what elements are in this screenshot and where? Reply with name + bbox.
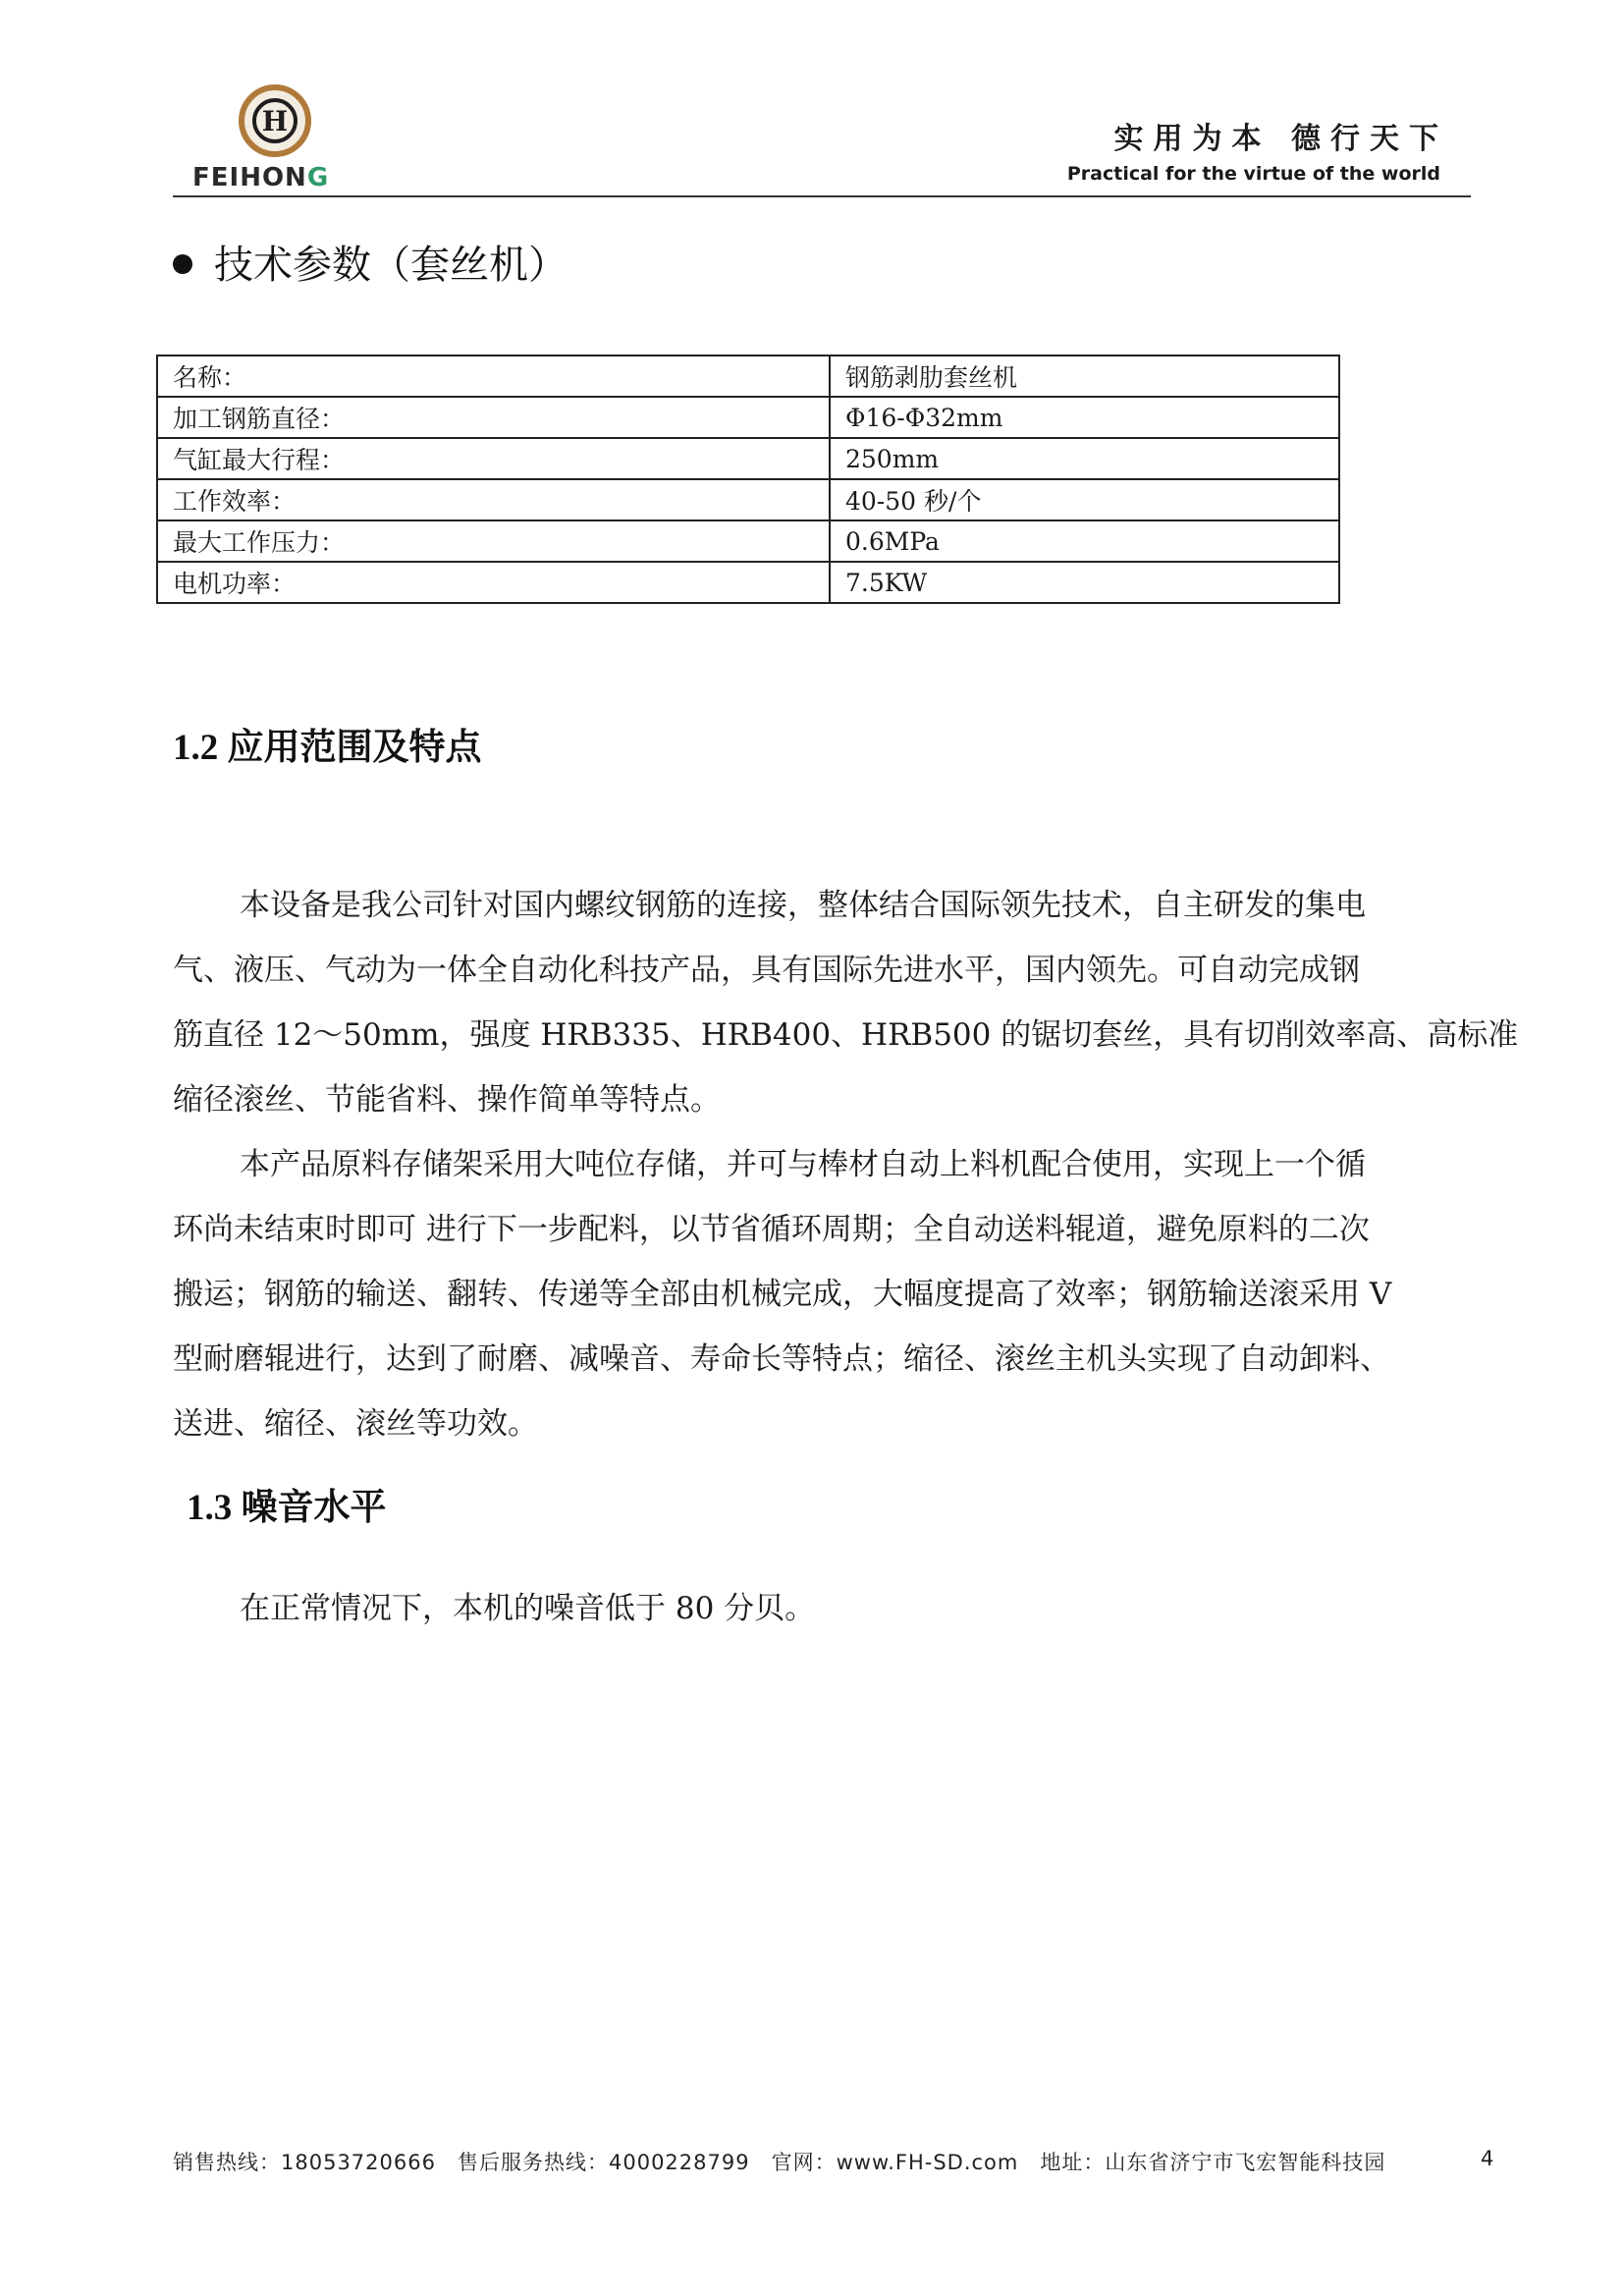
spec-label: 加工钢筋直径： — [157, 397, 830, 438]
logo-wordmark-main: FEIHON — [192, 163, 307, 192]
spec-label: 名称： — [157, 355, 830, 397]
paragraph-line: 缩径滚丝、节能省料、操作简单等特点。 — [173, 1082, 721, 1118]
table-row — [157, 438, 1339, 479]
logo-emblem-icon — [239, 84, 311, 157]
footer-address: 地址：山东省济宁市飞宏智能科技园 — [1040, 2151, 1386, 2174]
spec-table — [156, 355, 1340, 604]
paragraph-line: 本产品原料存储架采用大吨位存储，并可与棒材自动上料机配合使用，实现上一个循 — [240, 1147, 1366, 1182]
header-divider — [173, 195, 1471, 197]
table-row — [157, 355, 1339, 397]
paragraph-line: 搬运；钢筋的输送、翻转、传递等全部由机械完成，大幅度提高了效率；钢筋输送滚采用 V — [173, 1277, 1392, 1312]
footer-sales-hotline: 销售热线：18053720666 — [173, 2151, 436, 2174]
spec-label: 电机功率： — [157, 562, 830, 603]
paragraph-line: 筋直径 12～50mm，强度 HRB335、HRB400、HRB500 的锯切套丝，具有切削效率高、高标准 — [173, 1017, 1519, 1053]
spec-value: 钢筋剥肋套丝机 — [830, 355, 1339, 397]
spec-value: 7.5KW — [830, 562, 1339, 603]
noise-paragraph: 在正常情况下，本机的噪音低于 80 分贝。 — [240, 1591, 816, 1626]
paragraph-line: 气、液压、气动为一体全自动化科技产品，具有国际先进水平，国内领先。可自动完成钢 — [173, 953, 1360, 988]
logo-mark: H — [252, 98, 298, 143]
company-logo — [192, 84, 359, 192]
paragraph-line: 本设备是我公司针对国内螺纹钢筋的连接，整体结合国际领先技术，自主研发的集电 — [240, 888, 1366, 923]
logo-wordmark — [192, 163, 359, 192]
table-row — [157, 562, 1339, 603]
logo-wordmark-tail: G — [306, 163, 330, 192]
spec-label: 最大工作压力： — [157, 520, 830, 562]
section-title-text: 技术参数（套丝机） — [214, 243, 568, 288]
spec-label: 工作效率： — [157, 479, 830, 520]
heading-application-scope: 1.2 应用范围及特点 — [173, 728, 482, 768]
bullet-icon — [173, 254, 192, 274]
spec-value: 250mm — [830, 438, 1339, 479]
spec-value: Φ16-Φ32mm — [830, 397, 1339, 438]
slogan-english: Practical for the virtue of the world — [1066, 163, 1440, 185]
table-row — [157, 397, 1339, 438]
paragraph-line: 环尚未结束时即可 进行下一步配料，以节省循环周期；全自动送料辊道，避免原料的二次 — [173, 1212, 1370, 1247]
spec-label: 气缸最大行程： — [157, 438, 830, 479]
paragraph-line: 送进、缩径、滚丝等功效。 — [173, 1406, 538, 1442]
page-number: 4 — [1481, 2147, 1494, 2170]
table-row — [157, 520, 1339, 562]
table-row — [157, 479, 1339, 520]
heading-noise-level: 1.3 噪音水平 — [187, 1488, 387, 1528]
footer — [173, 2147, 1407, 2176]
footer-service-hotline: 售后服务热线：4000228799 — [457, 2151, 750, 2174]
spec-value: 40-50 秒/个 — [830, 479, 1339, 520]
section-title — [173, 234, 568, 290]
footer-website: 官网：www.FH-SD.com — [771, 2151, 1019, 2174]
slogan-chinese: 实用为本 德行天下 — [1113, 122, 1448, 156]
paragraph-line: 型耐磨辊进行，达到了耐磨、减噪音、寿命长等特点；缩径、滚丝主机头实现了自动卸料、 — [173, 1341, 1390, 1377]
spec-value: 0.6MPa — [830, 520, 1339, 562]
